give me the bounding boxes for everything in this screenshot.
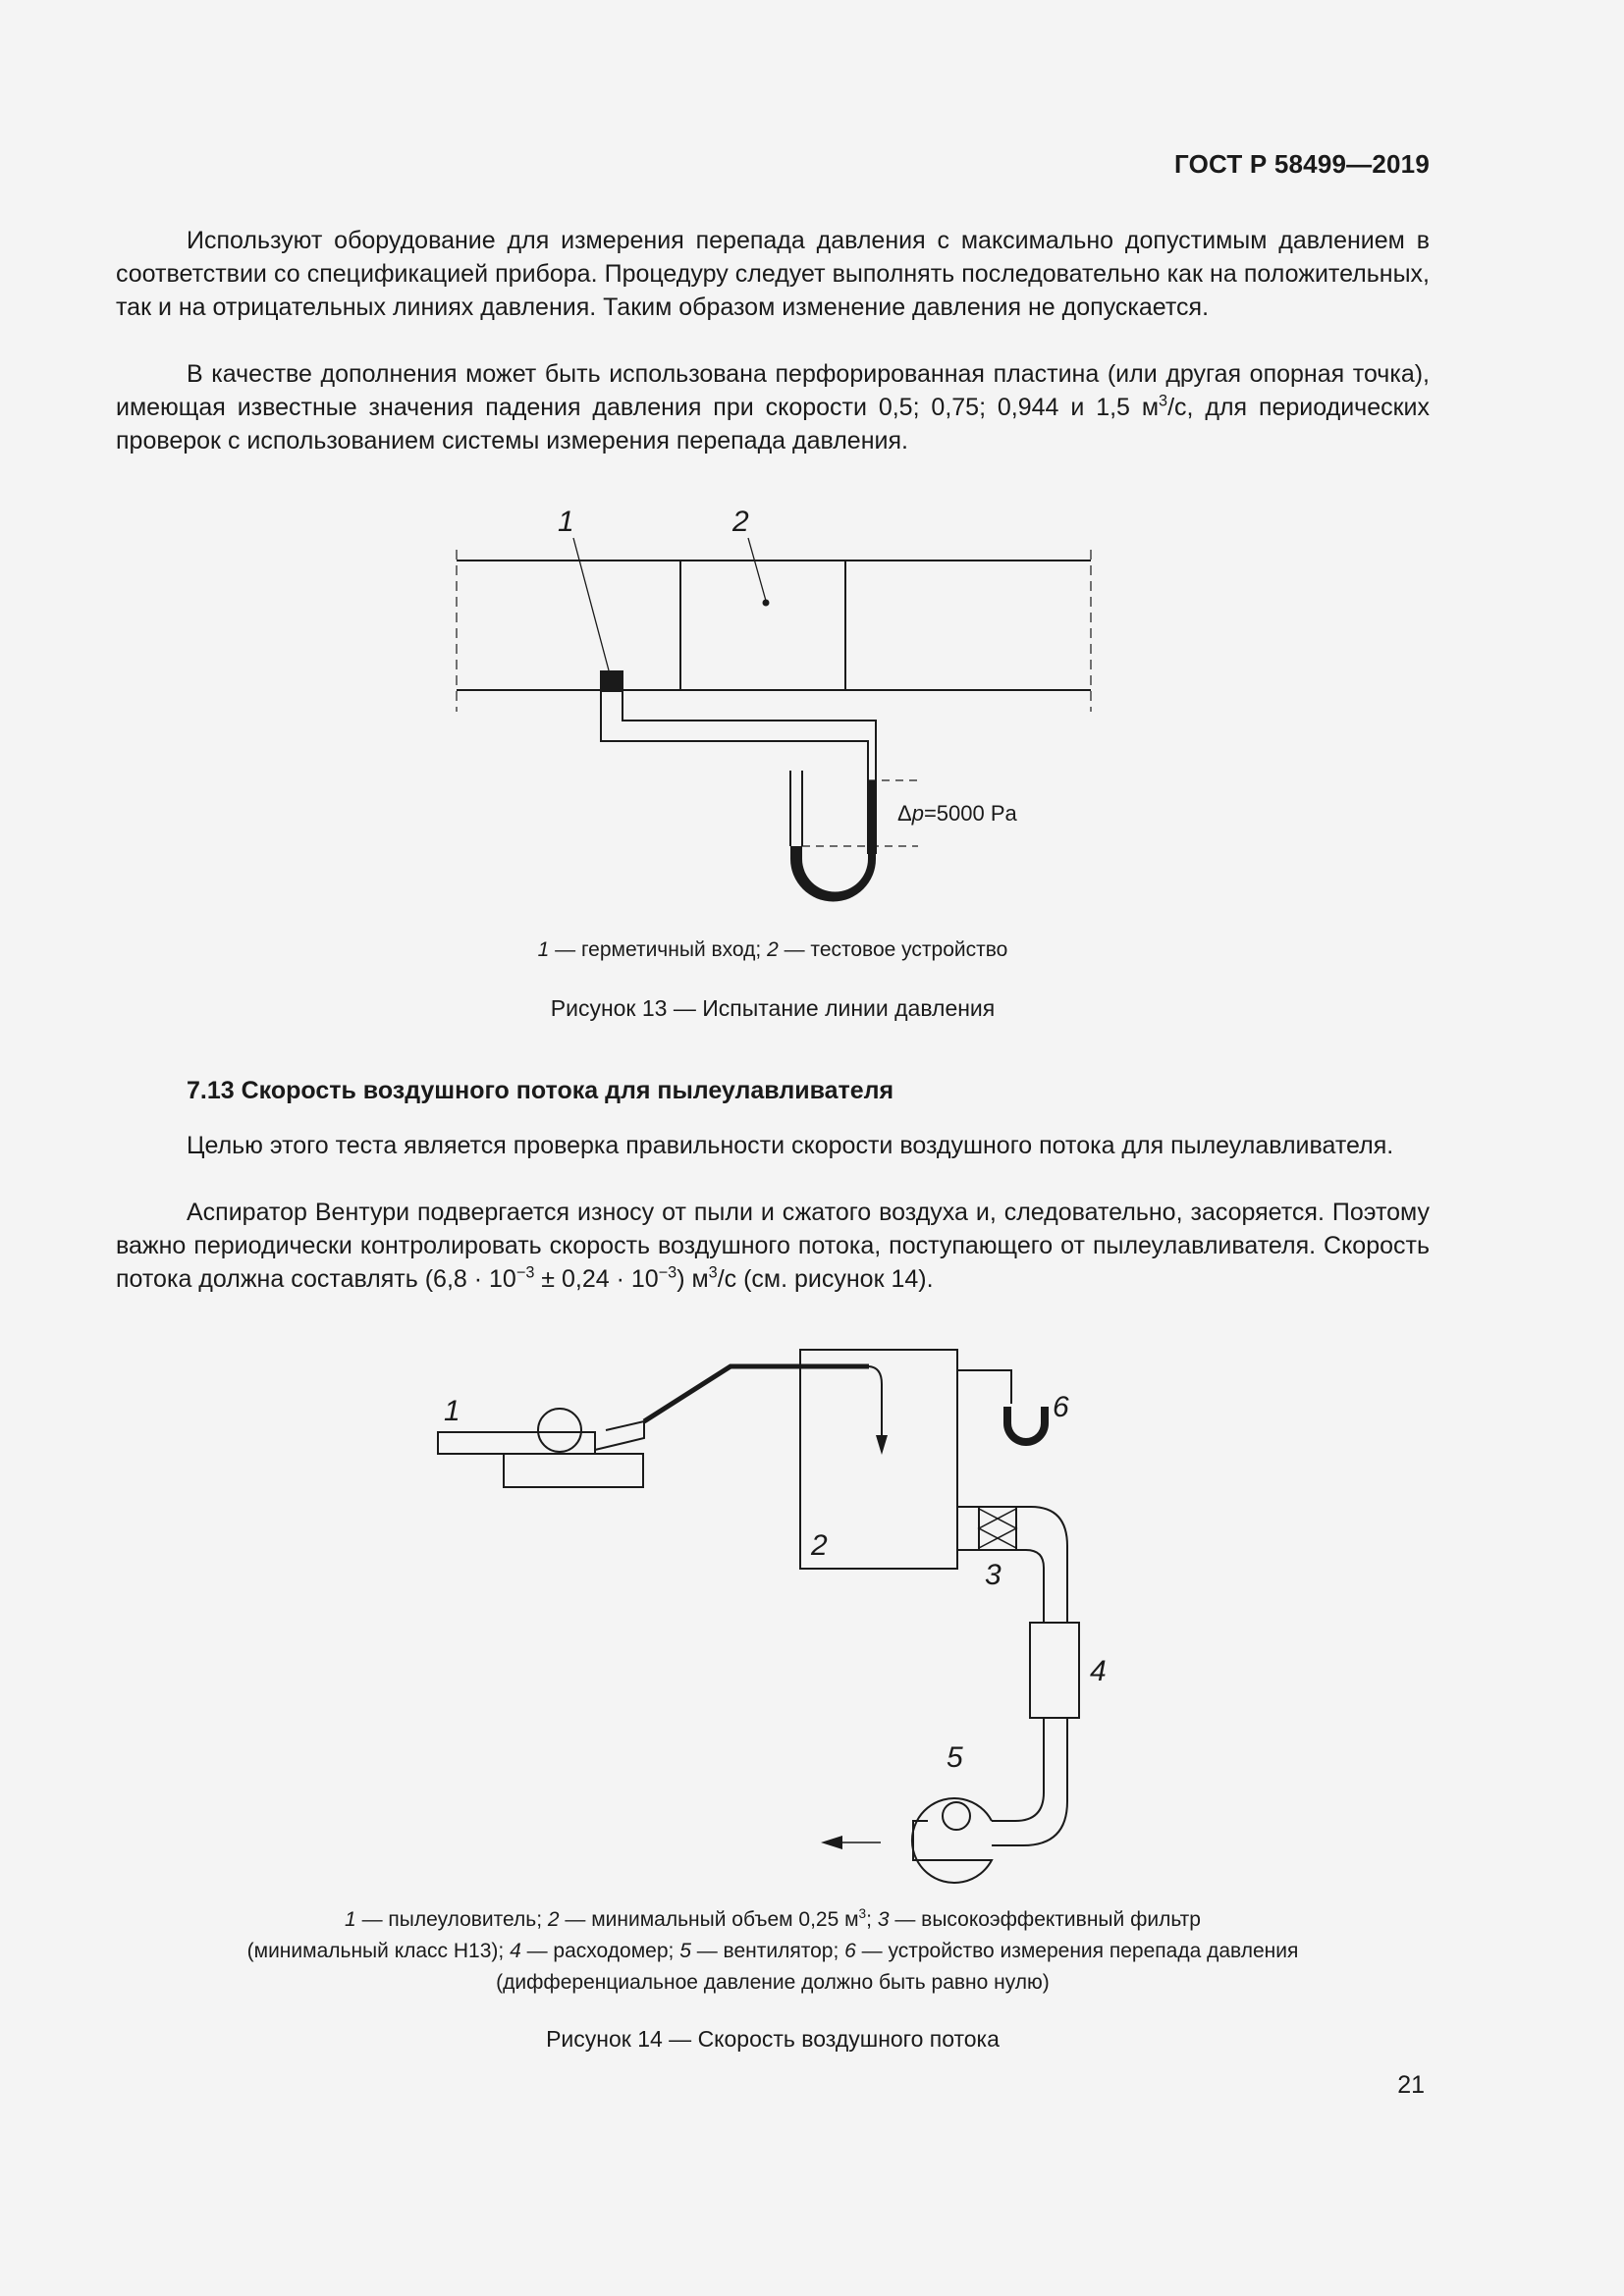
pressure-tube-inner-line (623, 690, 876, 854)
paragraph-venturi-d: /с (см. рисунок 14). (717, 1265, 934, 1293)
pressure-tube-outer (601, 690, 868, 854)
figure-14-label-5: 5 (947, 1741, 963, 1774)
figure-14-label-4: 4 (1090, 1655, 1107, 1687)
dust-collector-base (504, 1454, 643, 1487)
paragraph-venturi-c: ) м (677, 1265, 709, 1293)
figure-14-label-3: 3 (985, 1559, 1001, 1591)
legend14-text-5: — вентилятор; (690, 1940, 845, 1962)
figure-14-legend-line-2 (116, 1936, 1430, 1967)
leader-line-2 (748, 538, 766, 601)
pressure-difference-label (897, 801, 1018, 826)
flow-arrow-head (876, 1435, 888, 1455)
fan-hub (943, 1802, 970, 1830)
legend-num-2: 2 (767, 938, 779, 961)
pressure-tube-inner (623, 690, 879, 721)
figure-14-label-1: 1 (444, 1395, 460, 1427)
figure-13-legend (116, 934, 1430, 966)
test-device-box (680, 561, 845, 690)
figure-13-label-1: 1 (558, 506, 574, 538)
paragraph-plate-text-b: /с, для периодических проверок с использованием системы измерения перепада давления. (116, 394, 1431, 454)
sealed-inlet (600, 670, 623, 692)
flow-arrow-curve (869, 1366, 882, 1438)
legend14-text-3: — высокоэффективный фильтр (889, 1908, 1201, 1931)
paragraph-venturi-a: Аспиратор Вентури подвергается износу от пыли и сжатого воздуха и, следовательно, засоряется. Поэтому важно периодически контролировать скорость воздушного потока, поступающего от пылеулавливателя. Скорость потока должна составлять (6,8 · 10 (116, 1199, 1430, 1293)
legend14-num-4: 4 (510, 1940, 521, 1962)
paragraph-perforated-plate (116, 357, 1430, 457)
figure-14-label-2: 2 (811, 1529, 828, 1562)
paragraph-equipment-text: Используют оборудование для измерения перепада давления с максимально допустимым давлением в соответствии со спецификацией прибора. Процедуру следует выполнять последовательно как на положительных, так и на отрицательных линиях давления. Таким образом изменение давления не допускается. (116, 227, 1430, 321)
duct-down-outer (992, 1718, 1067, 1845)
dust-collector-top-plate (438, 1432, 595, 1454)
figure-14-caption: Рисунок 14 — Скорость воздушного потока (546, 2026, 1000, 2052)
flowmeter (1030, 1623, 1079, 1718)
paragraph-test-purpose-text: Целью этого теста является проверка правильности скорости воздушного потока для пылеулавливателя. (187, 1132, 1394, 1159)
legend14-text-2: — минимальный объем 0,25 м (559, 1908, 859, 1931)
legend14-text-2b: ; (866, 1908, 878, 1931)
differential-gauge (1003, 1407, 1049, 1446)
exhaust-arrow-head (821, 1836, 842, 1849)
paragraph-venturi (116, 1196, 1430, 1296)
paragraph-venturi-b: ± 0,24 · 10 (534, 1265, 659, 1293)
legend14-num-3: 3 (877, 1908, 890, 1931)
legend14-num-1: 1 (345, 1908, 356, 1931)
page-number: 21 (1397, 2071, 1425, 2099)
figure-13-diagram (432, 496, 1119, 928)
fan-housing (912, 1798, 992, 1883)
legend14-text-1: — пылеуловитель; (355, 1908, 548, 1931)
test-device-point (763, 600, 770, 607)
superscript-exp-1: −3 (515, 1263, 535, 1282)
hepa-filter (979, 1507, 1016, 1550)
figure-14-legend (116, 1904, 1430, 1999)
figure-14-legend-line-1 (116, 1904, 1430, 1936)
legend14-text-6: — устройство измерения перепада давления (855, 1940, 1299, 1962)
collector-nozzle (595, 1421, 644, 1450)
superscript-exp-2: −3 (658, 1263, 677, 1282)
hepa-filter-pleats (979, 1509, 1016, 1548)
suction-hose (644, 1366, 869, 1421)
pressure-value: =5000 Pa (923, 801, 1017, 826)
leader-line-1 (573, 538, 609, 670)
duct-down-inner (992, 1718, 1044, 1821)
paragraph-plate-text-a: В качестве дополнения может быть использована перфорированная пластина (или другая опорная точка), имеющая известные значения падения давления при скорости 0,5; 0,75; 0,944 и 1,5 м (116, 360, 1430, 421)
superscript-3: 3 (1159, 392, 1168, 410)
duct-outer-bend (1016, 1507, 1067, 1623)
duct-inner-bend (1016, 1550, 1044, 1623)
u-tube-liquid (790, 780, 876, 902)
section-heading: 7.13 Скорость воздушного потока для пылеулавливателя (187, 1077, 894, 1104)
hepa-filter-housing (957, 1507, 979, 1550)
legend14-line2-a: (минимальный класс Н13); (246, 1940, 511, 1962)
figure-14-diagram (422, 1335, 1110, 1885)
paragraph-equipment (116, 224, 1430, 324)
paragraph-test-purpose (116, 1129, 1430, 1162)
legend14-num-2: 2 (547, 1908, 560, 1931)
figure-13-caption: Рисунок 13 — Испытание линии давления (550, 995, 996, 1021)
document-id: ГОСТ Р 58499—2019 (1174, 149, 1430, 179)
legend-text-2: — тестовое устройство (778, 938, 1008, 961)
figure-14-label-6: 6 (1053, 1391, 1069, 1423)
legend14-sup: 3 (858, 1906, 867, 1921)
figure-13-label-2: 2 (732, 506, 749, 538)
legend14-num-5: 5 (679, 1940, 691, 1962)
delta-symbol: Δ (897, 801, 912, 826)
figure-14-legend-line-3: (дифференциальное давление должно быть равно нулю) (496, 1971, 1050, 1994)
legend-num-1: 1 (537, 938, 550, 961)
legend14-num-6: 6 (844, 1940, 856, 1962)
legend14-text-4: — расходомер; (520, 1940, 680, 1962)
legend-text-1: — герметичный вход; (549, 938, 768, 961)
pressure-line-to-gauge (957, 1370, 1011, 1404)
dust-collector-roller (538, 1409, 581, 1452)
superscript-exp-3: 3 (708, 1263, 718, 1282)
pressure-var: p (911, 801, 924, 826)
